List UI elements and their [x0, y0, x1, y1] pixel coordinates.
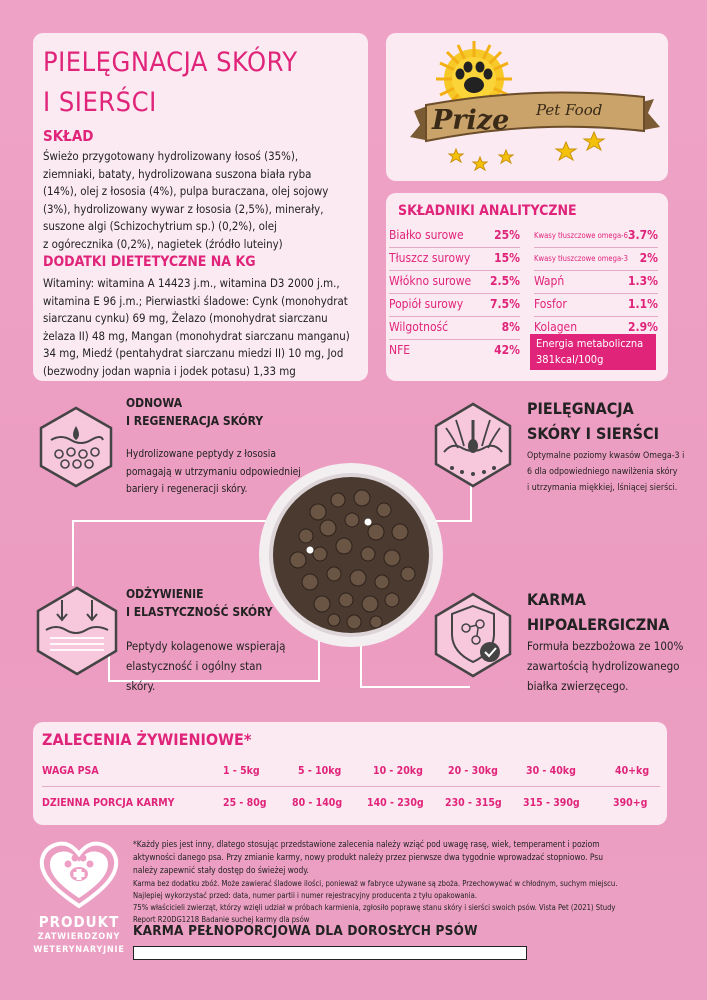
connector-line	[72, 520, 272, 522]
composition-line: (3%), hydrolizowany wywar z łososia (2,5%), minerały,	[43, 201, 324, 216]
note-line: Karma bez dodatku zbóż. Może zawierać śladowe ilości, ponieważ w fabryce używane są zboża. Przechowywać w chłodnym, suchym miejscu.	[133, 878, 618, 888]
portion-cell: 140 - 230g	[367, 797, 424, 809]
note-line: aktywności danego psa. Przy zmianie karmy, nowy produkt należy przez pierwsze dwa tygodnie wprowadzać stopniowo. Psu	[133, 852, 604, 863]
note-line: 75% właścicieli zwierząt, którzy wzięli udział w próbach karmienia, zgłosiło poprawę stanu skóry i sierści swoich psów. Vista Pet (2021) Study	[133, 902, 616, 912]
analytics-value: 7.5%	[490, 297, 520, 311]
analytics-name: Fosfor	[534, 297, 567, 311]
analytics-row	[534, 293, 658, 317]
feeding-weight-row	[42, 762, 662, 782]
analytics-row	[389, 224, 520, 248]
skin-elasticity-icon	[34, 586, 120, 676]
product-title-line1: PIELĘGNACJA SKÓRY	[43, 47, 298, 78]
connector-line	[360, 686, 470, 688]
product-title-line2: I SIERŚCI	[43, 87, 157, 118]
composition-text	[43, 148, 365, 253]
feature-text-line: białka zwierzęcego.	[527, 679, 629, 693]
badge-line: PRODUKT	[38, 913, 120, 931]
skin-regeneration-icon	[37, 406, 115, 488]
analytics-name: Wapń	[534, 274, 565, 288]
analytics-value: 1.1%	[628, 297, 658, 311]
brand-sub: Pet Food	[536, 101, 603, 119]
product-title	[43, 43, 303, 123]
note-line: należy zapewnić stały dostęp do świeżej wody.	[133, 865, 309, 876]
analytics-value: 2.5%	[490, 274, 520, 288]
weight-cell: 30 - 40kg	[526, 765, 576, 777]
vet-approved-badge-text	[24, 913, 134, 957]
feature-text-line: Peptydy kolagenowe wspierają	[126, 639, 286, 653]
note-line: *Każdy pies jest inny, dlatego stosując przedstawione zalecenia należy wziąć pod uwagę rasę, wiek, temperament i poziom	[133, 839, 600, 849]
feature-text-line: bariery i regeneracji skóry.	[126, 484, 248, 495]
additives-line: żelaza II) 48 mg, Mangan (monohydrat siarczanu manganu)	[43, 328, 350, 343]
badge-line: WETERYNARYJNIE	[33, 945, 125, 955]
analytics-name: Popiół surowy	[389, 297, 464, 311]
feeding-heading: ZALECENIA ŻYWIENIOWE*	[42, 730, 252, 749]
feeding-divider	[42, 786, 660, 787]
weight-cell: 1 - 5kg	[223, 765, 260, 777]
complete-food-statement: KARMA PEŁNOPORCJOWA DLA DOROSŁYCH PSÓW	[133, 923, 478, 939]
feature-regeneration-heading	[126, 394, 263, 430]
energy-label: Energia metaboliczna	[536, 337, 644, 350]
brand-logo	[386, 33, 668, 181]
feature-care-text	[527, 448, 684, 496]
analytics-row	[534, 224, 658, 248]
additives-line: siarczanu cynku) 69 mg, Żelazo (monohydrat siarczanu	[43, 311, 328, 325]
analytics-name: Białko surowe	[389, 228, 464, 242]
analytics-value: 8%	[501, 320, 520, 334]
hypoallergenic-icon	[432, 592, 514, 678]
feature-text-line: elastyczność i ogólny stan	[126, 659, 263, 673]
feature-care-heading	[527, 396, 659, 446]
feature-text-line: Optymalne poziomy kwasów Omega-3 i	[527, 451, 685, 461]
additives-line: 34 mg, Miedź (pentahydrat siarczanu miedzi II) 10 mg, Jod	[43, 346, 344, 360]
additives-line: (bezwodny jodan wapnia i jodek potasu) 1,33 mg	[43, 363, 296, 378]
note-line: Report R20DG1218 Badanie suchej karmy dla psów	[133, 914, 310, 924]
feature-hypo-text	[527, 636, 683, 696]
analytics-value: 2.9%	[628, 320, 658, 334]
feature-heading-line: SKÓRY I SIERŚCI	[527, 424, 659, 443]
feature-heading-line: I ELASTYCZNOŚĆ SKÓRY	[126, 605, 273, 619]
analytics-row	[534, 247, 658, 271]
analytics-name: Kwasy tłuszczowe omega-3	[534, 254, 628, 263]
composition-line: z ogórecznika (0,2%), nagietek (źródło luteiny)	[43, 236, 283, 251]
feature-text-line: Formuła bezzbożowa ze 100%	[527, 639, 684, 653]
feature-nutrition-heading	[126, 585, 273, 621]
feature-regeneration-text	[126, 446, 301, 499]
additives-text	[43, 275, 365, 380]
analytics-name: NFE	[389, 343, 411, 357]
feeding-card	[33, 722, 667, 825]
feature-nutrition-text	[126, 636, 285, 696]
brand-name: Prize	[432, 105, 510, 136]
feature-heading-line: ODNOWA	[126, 396, 183, 410]
logo-card	[386, 33, 668, 181]
composition-card	[33, 33, 368, 381]
analytics-row	[389, 339, 520, 362]
analytics-value: 42%	[494, 343, 520, 357]
stars-icon	[449, 132, 604, 170]
weight-label: WAGA PSA	[42, 765, 99, 777]
feature-heading-line: I REGENERACJA SKÓRY	[126, 414, 264, 428]
feature-text-line: 6 dla odpowiedniego nawilżenia skóry	[527, 467, 678, 477]
analytics-value: 15%	[494, 251, 520, 265]
composition-line: ziemniaki, bataty, hydrolizowana suszona biała ryba	[43, 166, 312, 181]
feature-text-line: skóry.	[126, 679, 156, 693]
analytics-name: Tłuszcz surowy	[389, 251, 471, 265]
skin-coat-care-icon	[432, 402, 514, 488]
analytics-name: Kwasy tłuszczowe omega-6	[534, 231, 628, 240]
composition-line: suszone algi (Schizochytrium sp.) (0,2%), olej	[43, 219, 277, 233]
analytics-name: Kolagen	[534, 320, 578, 334]
portion-cell: 390+g	[613, 797, 648, 809]
feature-heading-line: KARMA	[527, 590, 586, 609]
energy-value: 381kcal/100g	[536, 353, 604, 366]
feature-heading-line: ODŻYWIENIE	[126, 587, 204, 601]
badge-line: ZATWIERDZONY	[37, 932, 121, 942]
analytics-value: 1.3%	[628, 274, 658, 288]
weight-cell: 10 - 20kg	[373, 765, 423, 777]
vet-approved-badge-icon	[38, 840, 120, 910]
portion-cell: 25 - 80g	[223, 797, 267, 809]
portion-cell: 315 - 390g	[523, 797, 580, 809]
weight-cell: 40+kg	[615, 765, 650, 777]
analytics-row	[389, 316, 520, 340]
analytics-value: 2%	[639, 251, 658, 265]
analytics-card	[386, 193, 668, 381]
portion-cell: 230 - 315g	[445, 797, 502, 809]
note-line: Najlepiej wykorzystać przed: data, numer partii i numer rejestracyjny producenta z tyłu opakowania.	[133, 890, 477, 900]
feature-text-line: zawartością hydrolizowanego	[527, 659, 680, 673]
analytics-name: Włókno surowe	[389, 274, 472, 288]
feature-text-line: Hydrolizowane peptydy z łososia	[126, 449, 276, 460]
batch-info-box	[133, 946, 527, 960]
analytics-row	[389, 247, 520, 271]
analytics-heading: SKŁADNIKI ANALITYCZNE	[398, 203, 577, 219]
analytics-row	[534, 270, 658, 294]
analytics-name: Wilgotność	[389, 320, 449, 334]
feature-text-line: i utrzymania miękkiej, lśniącej sierści.	[527, 483, 678, 493]
additives-heading: DODATKI DIETETYCZNE NA KG	[43, 254, 256, 270]
feature-heading-line: HIPOALERGICZNA	[527, 615, 670, 634]
additives-line: witamina E 96 j.m.; Pierwiastki śladowe: Cynk (monohydrat	[43, 293, 348, 308]
composition-line: (14%), olej z łososia (4%), pulpa buraczana, olej sojowy	[43, 184, 329, 198]
feeding-portion-row	[42, 794, 662, 814]
analytics-row	[389, 293, 520, 317]
portion-cell: 80 - 140g	[292, 797, 343, 809]
energy-badge	[530, 334, 656, 370]
feature-text-line: pomagają w utrzymaniu odpowiedniej	[126, 466, 301, 478]
analytics-row	[389, 270, 520, 294]
feature-hypo-heading	[527, 587, 669, 637]
additives-line: Witaminy: witamina A 14423 j.m., witamina D3 2000 j.m.,	[43, 276, 340, 290]
analytics-value: 3.7%	[628, 228, 658, 242]
composition-line: Świeżo przygotowany hydrolizowany łosoś (35%),	[43, 149, 299, 163]
composition-heading: SKŁAD	[43, 127, 94, 145]
weight-cell: 20 - 30kg	[448, 765, 498, 777]
portion-label: DZIENNA PORCJA KARMY	[42, 797, 175, 809]
feature-heading-line: PIELĘGNACJA	[527, 399, 634, 418]
analytics-value: 25%	[494, 228, 520, 242]
weight-cell: 5 - 10kg	[298, 765, 342, 777]
connector-line	[72, 520, 74, 586]
feeding-notes	[133, 838, 673, 926]
